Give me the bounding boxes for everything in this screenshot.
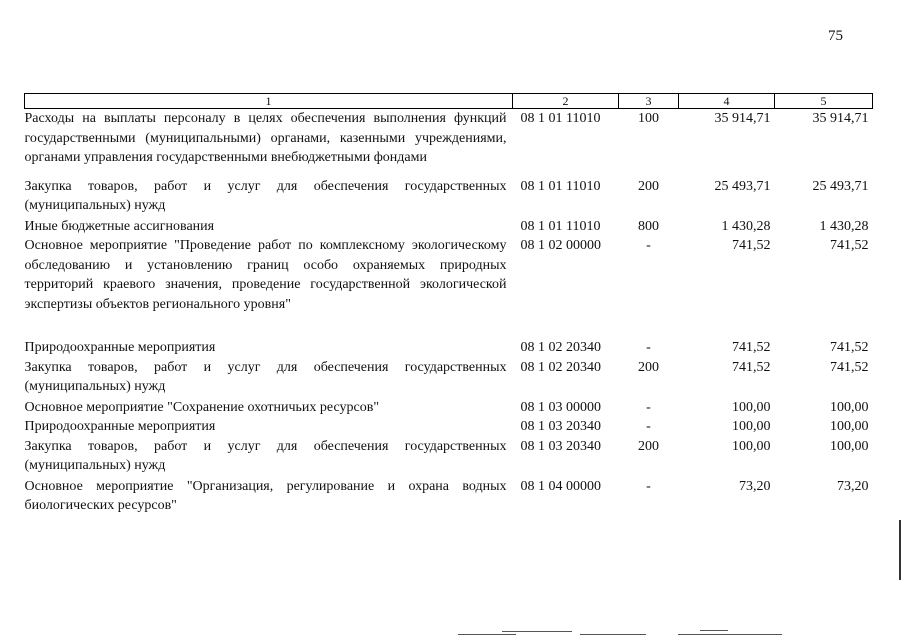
column-header: 2 bbox=[513, 94, 619, 109]
row-expense-type: 100 bbox=[638, 111, 659, 126]
row-expense-type: - bbox=[646, 419, 651, 434]
row-amount-col5: 741,52 bbox=[830, 359, 869, 375]
row-code: 08 1 01 11010 bbox=[520, 218, 601, 234]
row-code: 08 1 02 00000 bbox=[520, 238, 601, 253]
table-row bbox=[25, 477, 873, 516]
column-header: 5 bbox=[775, 94, 873, 109]
row-description: Природоохранные мероприятия bbox=[24, 340, 216, 355]
table-row bbox=[25, 338, 873, 358]
row-amount-col4: 100,00 bbox=[732, 438, 771, 454]
row-expense-type: 800 bbox=[638, 218, 659, 234]
row-amount-col4: 741,52 bbox=[732, 359, 771, 375]
row-expense-type: 200 bbox=[638, 178, 659, 194]
row-amount-col5: 1 430,28 bbox=[819, 218, 869, 234]
table-row bbox=[25, 217, 873, 237]
row-expense-type: - bbox=[646, 340, 651, 355]
row-description: Основное мероприятие "Организация, регулирование и охрана водных биологических ресурсов" bbox=[24, 478, 507, 513]
row-code: 08 1 02 20340 bbox=[520, 359, 601, 375]
column-header: 4 bbox=[679, 94, 775, 109]
footer-rule bbox=[502, 631, 572, 632]
table-row bbox=[25, 417, 873, 437]
page-number: 75 bbox=[828, 28, 843, 44]
table-row bbox=[25, 437, 873, 477]
row-amount-col5: 25 493,71 bbox=[812, 178, 869, 194]
footer-rule bbox=[458, 634, 516, 635]
column-header: 3 bbox=[619, 94, 679, 109]
row-amount-col4: 73,20 bbox=[739, 478, 771, 494]
row-expense-type: 200 bbox=[638, 359, 659, 375]
row-description: Закупка товаров, работ и услуг для обеспечения государственных (муниципальных) нужд bbox=[24, 438, 507, 473]
row-description: Природоохранные мероприятия bbox=[24, 419, 216, 434]
row-description: Закупка товаров, работ и услуг для обеспечения государственных (муниципальных) нужд bbox=[24, 178, 507, 213]
row-amount-col5: 100,00 bbox=[830, 419, 869, 434]
row-amount-col5: 35 914,71 bbox=[812, 111, 869, 126]
row-amount-col5: 741,52 bbox=[830, 340, 869, 355]
row-expense-type: - bbox=[646, 238, 651, 253]
row-amount-col4: 741,52 bbox=[732, 340, 771, 355]
table-header-row bbox=[25, 94, 873, 109]
row-expense-type: - bbox=[646, 399, 651, 415]
row-expense-type: - bbox=[646, 478, 651, 494]
row-amount-col5: 73,20 bbox=[837, 478, 869, 494]
table-row bbox=[25, 358, 873, 398]
row-amount-col4: 25 493,71 bbox=[714, 178, 771, 194]
row-amount-col4: 100,00 bbox=[732, 399, 771, 415]
footer-rule bbox=[678, 634, 782, 635]
row-code: 08 1 04 00000 bbox=[520, 478, 601, 494]
footer-rule bbox=[580, 634, 646, 635]
row-amount-col5: 100,00 bbox=[830, 438, 869, 454]
budget-table bbox=[24, 93, 873, 516]
row-code: 08 1 02 20340 bbox=[520, 340, 601, 355]
table-row bbox=[25, 177, 873, 217]
row-code: 08 1 01 11010 bbox=[520, 111, 601, 126]
row-amount-col4: 1 430,28 bbox=[721, 218, 771, 234]
row-code: 08 1 03 20340 bbox=[520, 438, 601, 454]
row-amount-col5: 100,00 bbox=[830, 399, 869, 415]
row-code: 08 1 03 00000 bbox=[520, 399, 601, 415]
row-amount-col4: 741,52 bbox=[732, 238, 771, 253]
table-row bbox=[25, 109, 873, 177]
row-expense-type: 200 bbox=[638, 438, 659, 454]
row-description: Основное мероприятие "Сохранение охотничьих ресурсов" bbox=[24, 399, 380, 415]
row-description: Закупка товаров, работ и услуг для обеспечения государственных (муниципальных) нужд bbox=[24, 359, 507, 394]
scan-edge-mark bbox=[899, 520, 901, 580]
table-row bbox=[25, 236, 873, 338]
row-description: Расходы на выплаты персоналу в целях обеспечения выполнения функций государственными (муниципальными) органами, казенными учреждениями, органами управления государственными внебюджетными фондами bbox=[24, 111, 507, 165]
row-amount-col4: 100,00 bbox=[732, 419, 771, 434]
row-code: 08 1 01 11010 bbox=[520, 178, 601, 194]
row-description: Иные бюджетные ассигнования bbox=[24, 218, 215, 234]
column-header: 1 bbox=[25, 94, 513, 109]
footer-rule bbox=[700, 630, 728, 631]
row-amount-col5: 741,52 bbox=[830, 238, 869, 253]
row-amount-col4: 35 914,71 bbox=[714, 111, 771, 126]
row-description: Основное мероприятие "Проведение работ по комплексному экологическому обследованию и установлению границ особо охраняемых природных территорий краевого значения, проведение государственной экологической экспертизы объектов регионального уровня" bbox=[24, 238, 507, 312]
row-code: 08 1 03 20340 bbox=[520, 419, 601, 434]
table-row bbox=[25, 398, 873, 418]
